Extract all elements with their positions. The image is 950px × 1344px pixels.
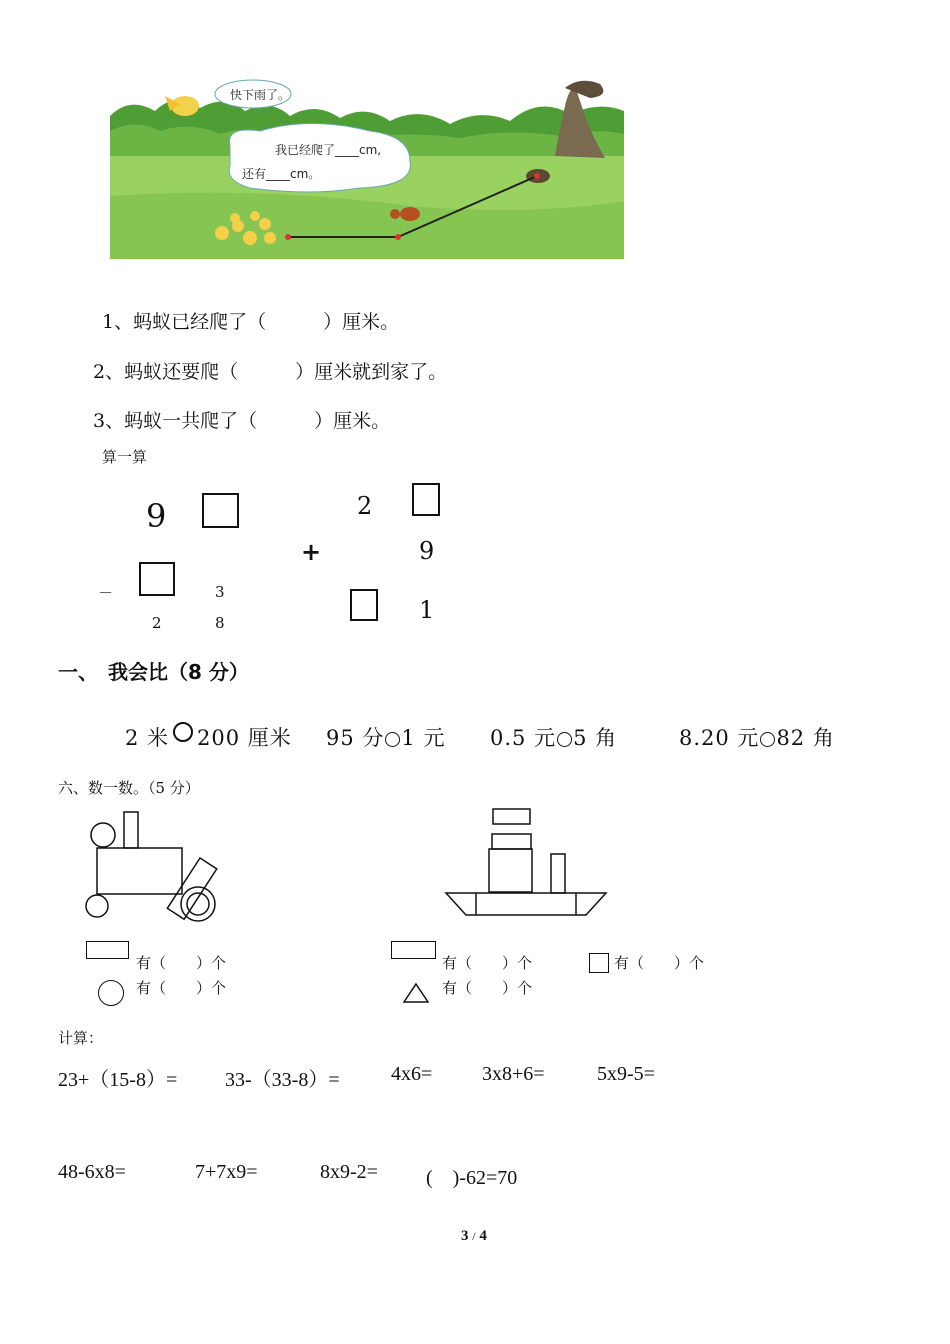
compare-1-right: 200 厘米 bbox=[197, 726, 292, 750]
circle-shape-icon bbox=[98, 980, 124, 1006]
compare-3-left: 0.5 元 bbox=[490, 726, 557, 750]
tractor-figure bbox=[80, 808, 260, 928]
sub-mid-blank-box[interactable] bbox=[139, 562, 175, 596]
compare-1-circle[interactable] bbox=[173, 722, 193, 742]
ant-scene-image bbox=[110, 76, 624, 259]
rectangle-shape-icon-2 bbox=[391, 941, 436, 959]
add-result-digit: 1 bbox=[419, 596, 435, 624]
sub-top-digit: 9 bbox=[146, 497, 167, 535]
ant-speech-line1: 我已经爬了____cm, bbox=[275, 143, 382, 157]
compare-item-3 bbox=[490, 722, 617, 752]
sub-operator: － bbox=[98, 584, 114, 602]
sub-top-blank-box[interactable] bbox=[202, 493, 239, 528]
question-2: 2、蚂蚁还要爬（ ）厘米就到家了。 bbox=[93, 361, 448, 383]
bird-speech-text: 快下雨了。 bbox=[230, 88, 291, 102]
compare-2-circle[interactable] bbox=[385, 732, 400, 747]
page-sep: / bbox=[472, 1229, 476, 1243]
page-total: 4 bbox=[479, 1228, 487, 1244]
compare-2-right: 1 元 bbox=[401, 726, 446, 750]
compare-item-2 bbox=[326, 722, 445, 752]
square-shape-icon bbox=[589, 953, 609, 973]
add-result-blank-box[interactable] bbox=[350, 589, 378, 621]
question-1: 1、蚂蚁已经爬了（ ）厘米。 bbox=[102, 311, 400, 333]
compare-item-1 bbox=[125, 722, 292, 752]
sub-result-left-digit: 2 bbox=[152, 614, 162, 632]
question-3: 3、蚂蚁一共爬了（ ）厘米。 bbox=[93, 410, 391, 432]
compute-r1-3: 4x6= bbox=[391, 1063, 433, 1085]
compute-r2-1: 48-6x8= bbox=[58, 1161, 126, 1183]
compare-4-circle[interactable] bbox=[760, 732, 775, 747]
compare-3-circle[interactable] bbox=[557, 732, 572, 747]
calc-section-title: 算一算 bbox=[102, 448, 148, 466]
count-rect-label-2: 有（ ）个 bbox=[442, 954, 533, 972]
add-mid-digit: 9 bbox=[419, 537, 435, 565]
compute-r2-3: 8x9-2= bbox=[320, 1161, 378, 1183]
compute-r1-1: 23+（15-8）= bbox=[58, 1069, 178, 1091]
count-triangle-label: 有（ ）个 bbox=[442, 979, 533, 997]
compute-r1-4: 3x8+6= bbox=[482, 1063, 545, 1085]
rectangle-shape-icon bbox=[86, 941, 129, 959]
add-top-blank-box[interactable] bbox=[412, 483, 440, 516]
section-compare-title: 一、 我会比（8 分） bbox=[58, 660, 249, 684]
page-number bbox=[461, 1228, 487, 1245]
ant-speech-line2: 还有____cm。 bbox=[242, 167, 321, 181]
compare-4-right: 82 角 bbox=[776, 726, 835, 750]
illustration bbox=[110, 76, 624, 259]
compare-2-left: 95 分 bbox=[326, 726, 385, 750]
add-top-digit: 2 bbox=[357, 492, 373, 520]
section-compute-title: 计算： bbox=[58, 1029, 104, 1047]
compare-4-left: 8.20 元 bbox=[679, 726, 760, 750]
count-circle-label: 有（ ）个 bbox=[136, 979, 227, 997]
count-rect-label-1: 有（ ）个 bbox=[136, 954, 227, 972]
compare-item-4 bbox=[679, 722, 835, 752]
add-operator: + bbox=[301, 538, 322, 566]
triangle-shape-icon bbox=[402, 982, 430, 1004]
compute-r2-2: 7+7x9= bbox=[195, 1161, 258, 1183]
compute-r1-2: 33-（33-8）= bbox=[225, 1069, 340, 1091]
boat-figure bbox=[440, 805, 612, 920]
count-square-label: 有（ ）个 bbox=[614, 954, 705, 972]
sub-result-right-digit: 8 bbox=[215, 614, 225, 632]
compute-r1-5: 5x9-5= bbox=[597, 1063, 655, 1085]
section-count-title: 六、数一数。（5 分） bbox=[58, 779, 200, 797]
page-current: 3 bbox=[461, 1228, 469, 1244]
compute-r2-4: ( )-62=70 bbox=[426, 1167, 518, 1189]
compare-3-right: 5 角 bbox=[573, 726, 618, 750]
compare-1-left: 2 米 bbox=[125, 726, 170, 750]
sub-mid-right-digit: 3 bbox=[215, 583, 225, 601]
